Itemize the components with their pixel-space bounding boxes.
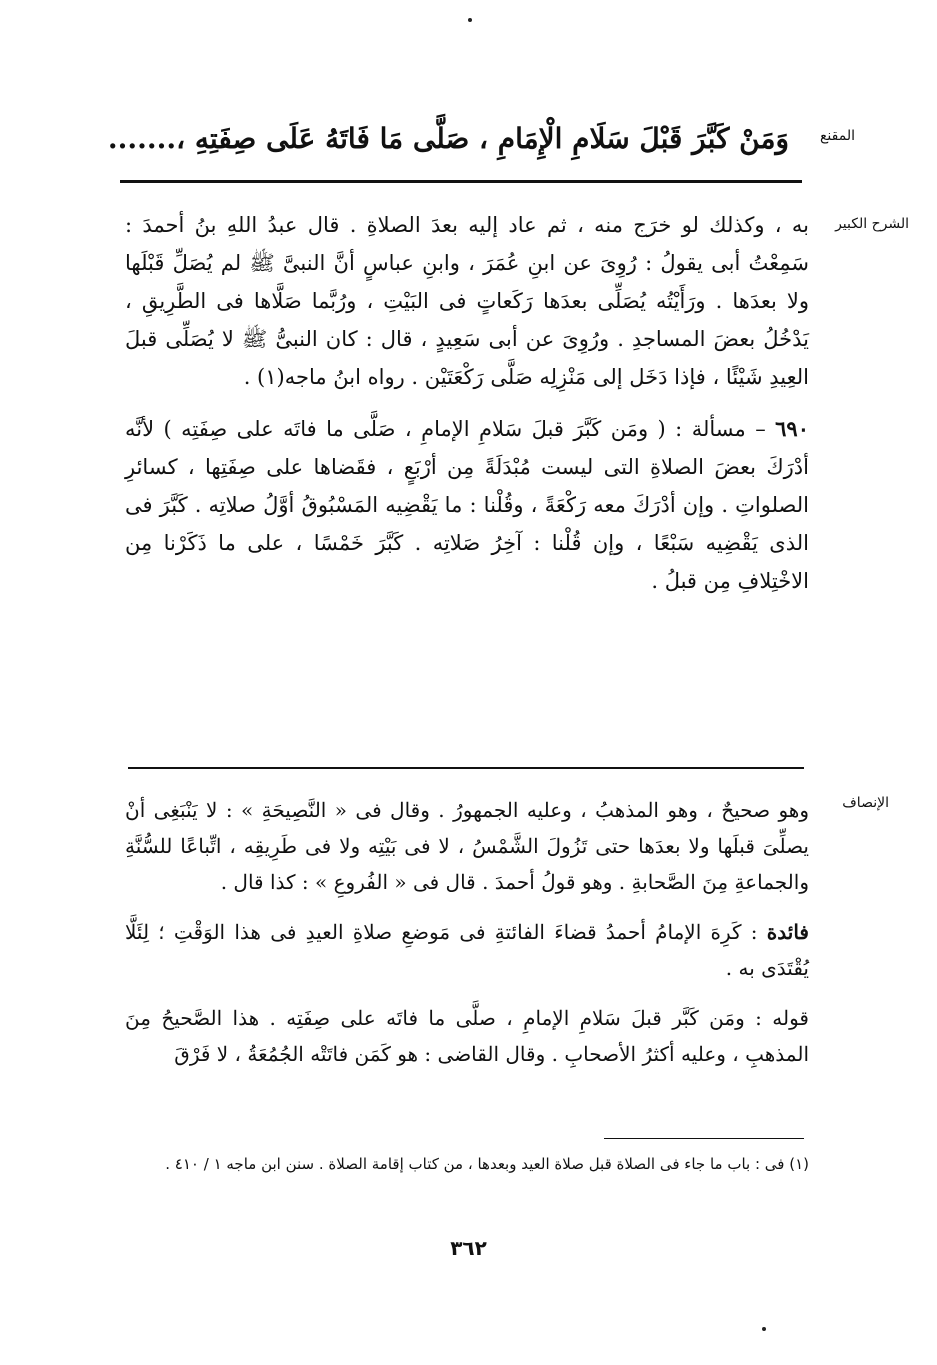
sharh-divider-rule: [128, 767, 804, 769]
insaf-faida: [125, 914, 809, 986]
page-number: ٣٦٢: [450, 1236, 487, 1260]
insaf-block: [125, 792, 809, 1072]
faida-text: : كَرِهَ الإمامُ أحمدُ قضاءَ الفائتةِ فى مَوضعِ صلاةِ العيدِ فى هذا الوَقْتِ ؛ لِئَلَّا يُقْتَدَى به .: [125, 920, 809, 980]
sharh-paragraph-1: به ، وكذلك لو خرَج منه ، ثم عاد إليه بعدَ الصلاةِ . قال عبدُ اللهِ بنُ أحمدَ : سَمِعْتُ أبى يقولُ : رُوِىَ عن ابنِ عُمَرَ ، وابنِ عباسٍ أنَّ النبىَّ ﷺ لم يُصَلِّ قَبْلَها ولا بعدَها . ورَأَيْتُه يُصَلِّى بعدَها رَكَعاتٍ فى البَيْتِ ، ورُبَّما صَلَّاها فى الطَّرِيقِ ، يَدْخُلُ بعضَ المساجدِ . ورُوِىَ عن أبى سَعِيدٍ ، قال : كان النبىُّ ﷺ لا يُصَلِّى قبلَ العِيدِ شَيْئًا ، فإذا دَخَل إلى مَنْزِلِه صَلَّى رَكْعَتَيْن . رواه ابنُ ماجه(١) .: [125, 213, 809, 389]
label-sharh: الشرح الكبير: [835, 216, 909, 232]
mugni-divider-rule: [120, 180, 802, 183]
bottom-dot-mark: [762, 1327, 766, 1331]
faida-label: فائدة: [766, 920, 809, 944]
mugni-text: وَمَنْ كَبَّرَ قَبْلَ سَلَامِ الْإِمَامِ ، صَلَّى مَا فَاتَهُ عَلَى صِفَتِهِ ،.......: [107, 122, 789, 155]
issue-number: ٦٩٠: [775, 416, 809, 441]
footnote: (١) فى : باب ما جاء فى الصلاة قبل صلاة العيد وبعدها ، من كتاب إقامة الصلاة . سنن ابن ماجه ١ / ٤١٠ .: [165, 1155, 809, 1173]
label-mugni: المقنع: [819, 128, 855, 144]
issue-text: – مسألة : ( ومَن كَبَّرَ قبلَ سَلامِ الإمامِ ، صَلَّى ما فاتَه على صِفَتِه ) لأنَّه أدْرَكَ بعضَ الصلاةِ التى ليست مُبْدَلَةً مِن أرْبَعٍ ، فقَضاها على صِفَتِها ، كسائرِ الصلواتِ . وإن أدْرَكَ معه رَكْعَةً ، وقُلْنا : ما يَقْضِيه المَسْبُوقُ أوَّلُ صلاتِه . كَبَّرَ فى الذى يَقْضِيه سَبْعًا ، وإن قُلْنا : آخِرُ صَلاتِه . كَبَّرَ خَمْسًا ، على ما ذَكَرْنا مِن الاخْتِلافِ مِن قبلُ .: [125, 417, 809, 593]
sharh-block: [125, 206, 809, 600]
label-insaf: الإنصاف: [842, 795, 889, 811]
sharh-paragraph-2: [125, 410, 809, 600]
insaf-paragraph-1: وهو صحيحٌ ، وهو المذهبُ ، وعليه الجمهورُ . وقال فى « النَّصِيحَةِ » : لا يَنْبَغِى أنْ يصلِّىَ قبلَها ولا بعدَها حتى تَزُولَ الشَّمْسُ ، لا فى بَيْتِه ولا فى طَرِيقِه ، اتِّباعًا للسُّنَّةِ والجماعةِ مِنَ الصَّحابةِ . وهو قولُ أحمدَ . قال فى « الفُروعِ » : كذا قال .: [125, 798, 809, 894]
top-dot-mark: [468, 18, 472, 22]
insaf-paragraph-3: قوله : ومَن كَبَّر قبلَ سَلامِ الإمامِ ، صلَّى ما فاتَه على صِفَتِه . هذا الصَّحيحُ مِنَ المذهبِ ، وعليه أكثرُ الأصحابِ . وقال القاضى : هو كَمَن فاتَتْه الجُمُعَةُ ، لا فَرْقَ: [125, 1006, 809, 1066]
footnote-divider-rule: [604, 1138, 804, 1139]
